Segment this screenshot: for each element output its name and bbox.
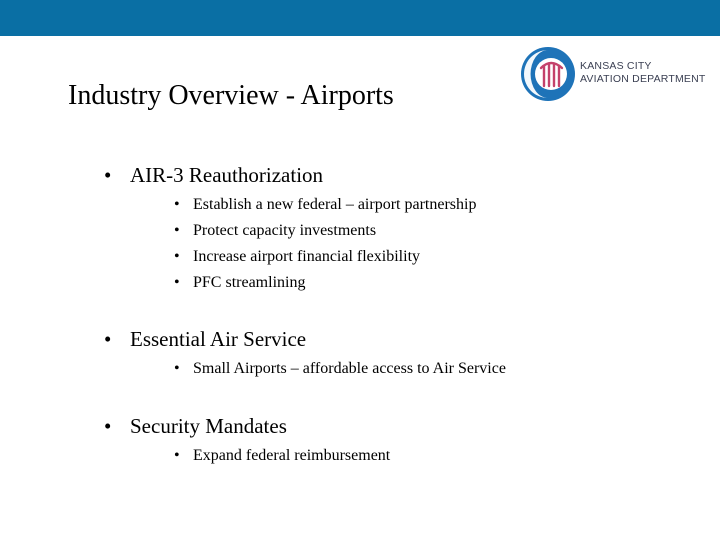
section-heading: Essential Air Service [130,327,307,351]
bullet-icon: • [174,447,180,464]
section-heading: AIR-3 Reauthorization [130,163,324,187]
list-item-text: Protect capacity investments [193,222,377,239]
logo-line-1: KANSAS CITY [580,60,652,72]
bullet-icon: • [174,196,180,213]
bullet-icon: • [174,274,180,291]
list-item-text: Small Airports – affordable access to Air Service [193,360,506,377]
bullet-icon: • [174,248,180,265]
slide-title: Industry Overview - Airports [68,80,394,111]
logo-text [580,60,706,86]
list-item-text: Establish a new federal – airport partnership [193,196,477,213]
list-item-text: Expand federal reimbursement [193,447,391,464]
kansas-city-aviation-logo [520,46,710,102]
logo-emblem-icon [520,46,580,102]
bullet-icon: • [104,414,112,438]
list-item-text: PFC streamlining [193,274,306,291]
bullet-icon: • [104,163,112,187]
top-header-bar [0,0,720,36]
list-item-text: Increase airport financial flexibility [193,248,421,265]
bullet-icon: • [104,327,112,351]
section-heading: Security Mandates [130,414,287,438]
logo-line-2: AVIATION DEPARTMENT [580,73,706,85]
bullet-icon: • [174,360,180,377]
bullet-icon: • [174,222,180,239]
